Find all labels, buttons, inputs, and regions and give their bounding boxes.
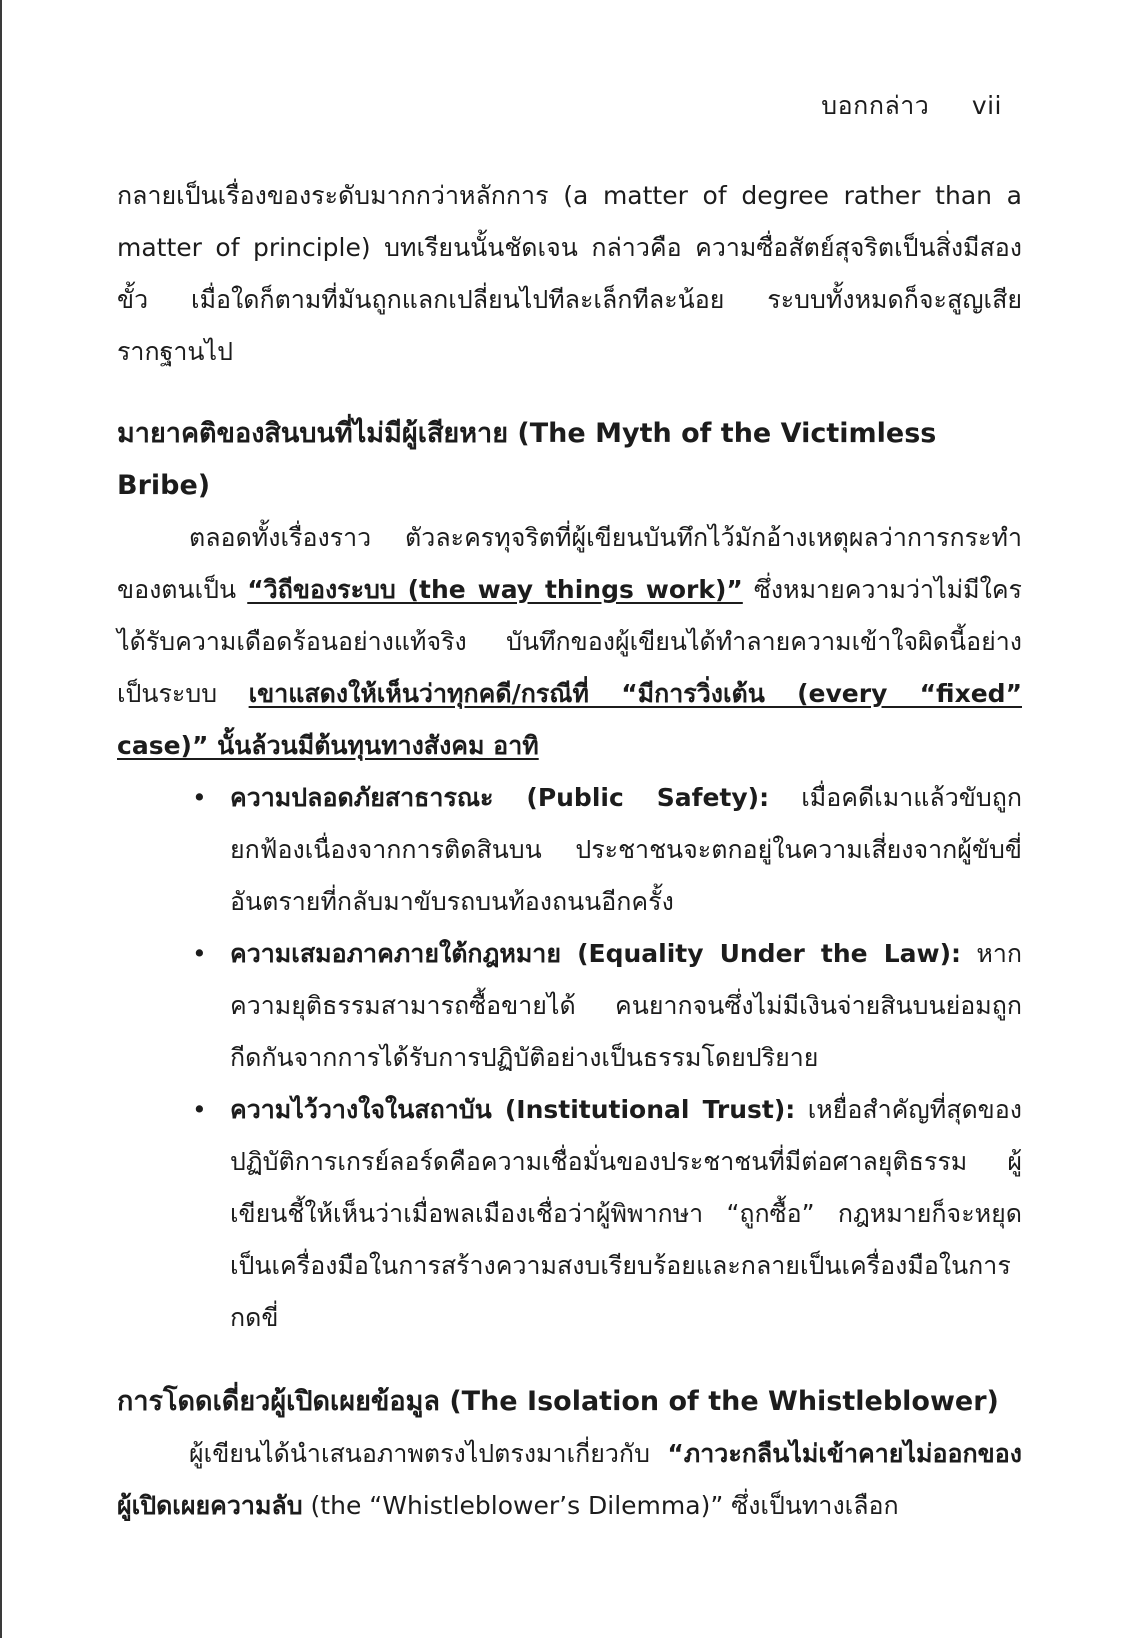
- list-item-text: หากความยุติธรรมสามารถซื้อขายได้ คนยากจนซึ่งไม่มีเงินจ่ายสินบนย่อมถูกกีดกันจากการได้รับการปฏิบัติอย่างเป็นธรรมโดยปริยาย: [230, 939, 1022, 1072]
- section1-quote: “วิถีของระบบ (the way things work)”: [247, 575, 743, 604]
- section2-text-1: ผู้เขียนได้นำเสนอภาพตรงไปตรงมาเกี่ยวกับ: [189, 1439, 668, 1468]
- section-heading-victimless-bribe: มายาคติของสินบนที่ไม่มีผู้เสียหาย (The Myth of the Victimless Bribe): [117, 418, 937, 501]
- bullet-icon: •: [192, 783, 207, 812]
- section2-emphasis: “ภาวะกลืนไม่เข้าคายไม่ออกของผู้เปิดเผยความลับ: [117, 1439, 1022, 1520]
- section1-text-2: ซึ่งหมายความว่าไม่มีใครได้รับความเดือดร้อนอย่างแท้จริง บันทึกของผู้เขียนได้ทำลายความเข้าใจผิดนี้อย่างเป็นระบบ: [117, 575, 1022, 708]
- running-head-title: บอกกล่าว: [821, 91, 930, 120]
- section1-text-1: ตลอดทั้งเรื่องราว ตัวละครทุจริตที่ผู้เขียนบันทึกไว้มักอ้างเหตุผลว่าการกระทำของตนเป็น: [117, 523, 1022, 604]
- bullet-icon: •: [192, 939, 207, 968]
- list-item: [192, 772, 1022, 928]
- page-edge-line: [0, 0, 2, 1638]
- list-item: [192, 1084, 1022, 1344]
- social-cost-list: [117, 772, 1022, 1344]
- bullet-icon: •: [192, 1095, 207, 1124]
- section1-paragraph: [117, 512, 1022, 772]
- section2-text-2: ซึ่งเป็นทางเลือก: [723, 1491, 899, 1520]
- list-item-title: ความปลอดภัยสาธารณะ (Public Safety):: [230, 783, 770, 812]
- list-item-title: ความไว้วางใจในสถาบัน (Institutional Trust):: [230, 1095, 796, 1124]
- page-body: [117, 170, 1022, 1532]
- list-item: [192, 928, 1022, 1084]
- list-item-title: ความเสมอภาคภายใต้กฎหมาย (Equality Under the Law):: [230, 939, 962, 968]
- list-item-text: เมื่อคดีเมาแล้วขับถูกยกฟ้องเนื่องจากการติดสินบน ประชาชนจะตกอยู่ในความเสี่ยงจากผู้ขับขี่อันตรายที่กลับมาขับรถบนท้องถนนอีกครั้ง: [230, 783, 1022, 916]
- section1-emphasis: เขาแสดงให้เห็นว่าทุกคดี/กรณีที่ “มีการวิ่งเต้น (every “fixed” case)” นั้นล้วนมีต้นทุนทางสังคม อาทิ: [117, 679, 1022, 760]
- section-heading-whistleblower: การโดดเดี่ยวผู้เปิดเผยข้อมูล (The Isolation of the Whistleblower): [117, 1386, 999, 1417]
- list-item-text: เหยื่อสำคัญที่สุดของปฏิบัติการเกรย์ลอร์ดคือความเชื่อมั่นของประชาชนที่มีต่อศาลยุติธรรม ผู้เขียนชี้ให้เห็นว่าเมื่อพลเมืองเชื่อว่าผู้พิพากษา “ถูกซื้อ” กฎหมายก็จะหยุดเป็นเครื่องมือในการสร้างความสงบเรียบร้อยและกลายเป็นเครื่องมือในการกดขี่: [230, 1095, 1022, 1332]
- section2-paragraph: [117, 1428, 1022, 1532]
- page-number: vii: [971, 91, 1002, 120]
- running-head: [821, 86, 1002, 126]
- intro-paragraph: กลายเป็นเรื่องของระดับมากกว่าหลักการ (a matter of degree rather than a matter of principle) บทเรียนนั้นชัดเจน กล่าวคือ ความซื่อสัตย์สุจริตเป็นสิ่งมีสองขั้ว เมื่อใดก็ตามที่มันถูกแลกเปลี่ยนไปทีละเล็กทีละน้อย ระบบทั้งหมดก็จะสูญเสียรากฐานไป: [117, 181, 1022, 366]
- section2-english: (the “Whistleblower’s Dilemma)”: [302, 1491, 724, 1520]
